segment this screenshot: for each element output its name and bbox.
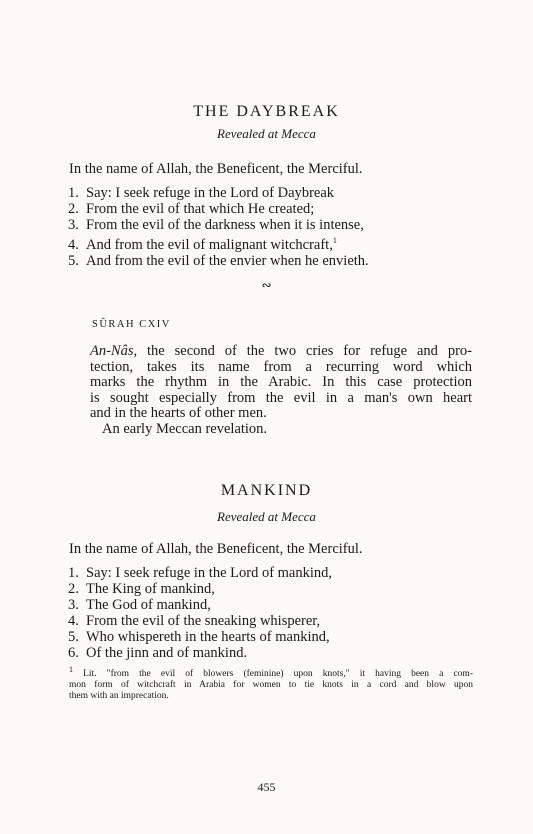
verse: 4. From the evil of the sneaking whisperer, bbox=[68, 613, 321, 629]
section2-title: MANKIND bbox=[220, 482, 313, 499]
footnote-line: $^1$ Lit. "from the evil of blowers (feminine) upon knots," it having been a com- bbox=[69, 665, 473, 680]
section1-subtitle: Revealed at Mecca bbox=[217, 126, 316, 141]
page-number: 455 bbox=[257, 780, 276, 794]
footnote-ref: 1 bbox=[332, 236, 337, 245]
intro-revelation-note: An early Meccan revelation. bbox=[102, 420, 268, 437]
section2-invocation: In the name of Allah, the Beneficent, the Merciful. bbox=[69, 541, 363, 557]
verse: 5. Who whispereth in the hearts of mankind, bbox=[68, 629, 330, 645]
intro-line: is sought especially from the evil in a man's own heart bbox=[90, 389, 472, 406]
section1-title: THE DAYBREAK bbox=[193, 103, 340, 120]
footnote-line: them with an imprecation. bbox=[69, 691, 169, 702]
verse: 2. The King of mankind, bbox=[68, 581, 215, 597]
footnote bbox=[69, 664, 473, 702]
footnote-line: mon form of witchcraft in Arabia for women to tie knots in a cord and blow upon bbox=[69, 680, 473, 691]
section1-verse-list bbox=[68, 185, 369, 269]
intro-line: marks the rhythm in the Arabic. In this case protection bbox=[90, 374, 472, 390]
section1-invocation: In the name of Allah, the Beneficent, the Merciful. bbox=[69, 161, 363, 177]
surah-intro bbox=[90, 344, 472, 437]
intro-line: An-Nâs, the second of the two cries for refuge and pro- bbox=[90, 343, 472, 359]
verse: 3. From the evil of the darkness when it is intense, bbox=[68, 217, 364, 233]
verse: 5. And from the evil of the envier when he envieth. bbox=[68, 252, 369, 269]
verse: 3. The God of mankind, bbox=[68, 597, 211, 613]
footnote-marker: 1 bbox=[69, 665, 73, 674]
verse: 1. Say: I seek refuge in the Lord of Daybreak bbox=[68, 185, 335, 201]
intro-line: and in the hearts of other men. bbox=[90, 405, 267, 421]
ornament-divider: ∾ bbox=[261, 278, 272, 292]
section2-subtitle: Revealed at Mecca bbox=[217, 509, 316, 524]
verse: 1. Say: I seek refuge in the Lord of mankind, bbox=[68, 565, 333, 581]
verse: 6. Of the jinn and of mankind. bbox=[68, 645, 248, 661]
intro-line: tection, takes its name from a recurring word which bbox=[90, 358, 472, 375]
section2-verse-list bbox=[68, 565, 332, 661]
surah-label: SÛRAH CXIV bbox=[92, 319, 171, 330]
verse: 2. From the evil of that which He created; bbox=[68, 201, 315, 217]
verse: 4. And from the evil of malignant witchcraft,$^1$ bbox=[68, 236, 337, 253]
